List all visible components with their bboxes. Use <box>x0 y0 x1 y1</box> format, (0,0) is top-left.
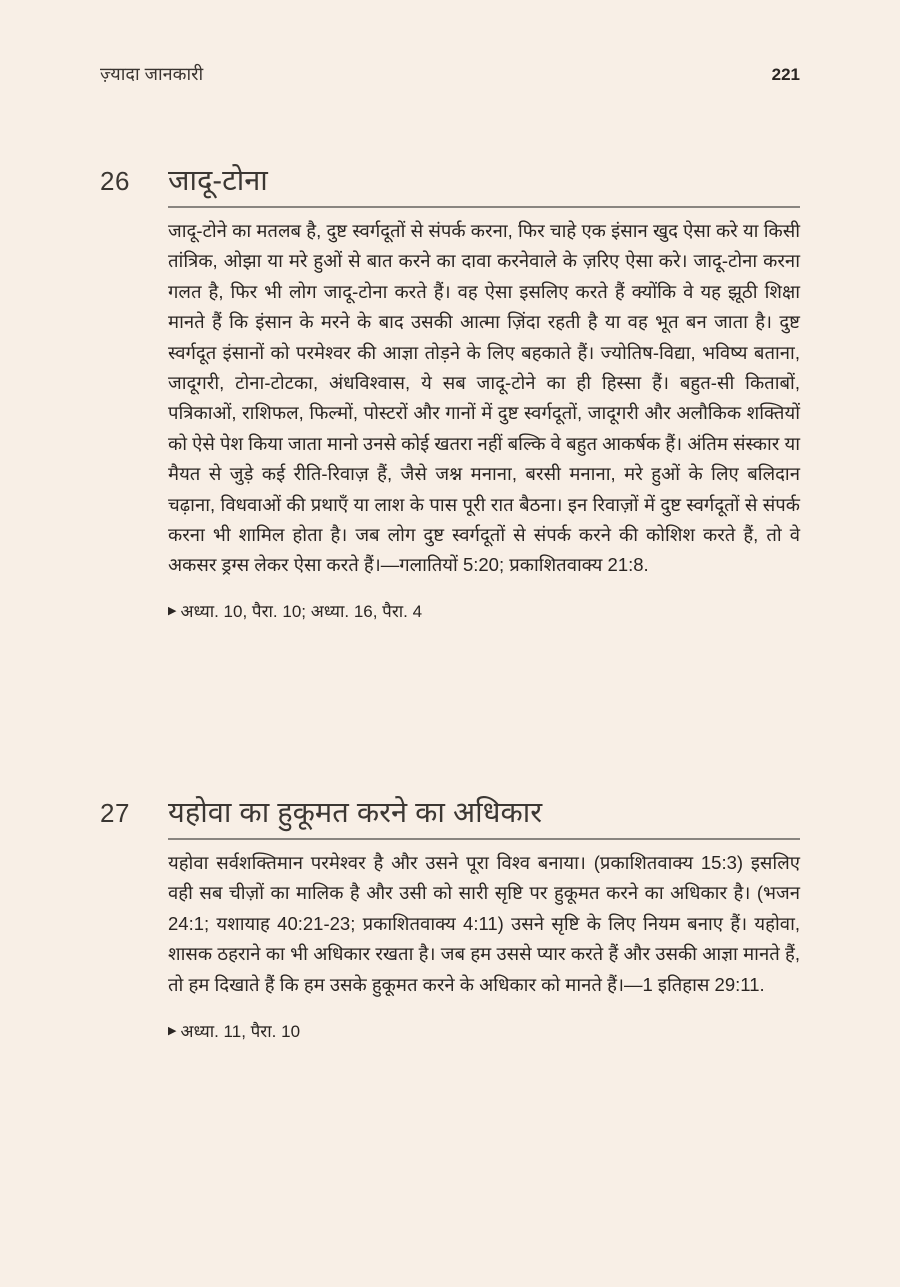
cross-reference[interactable] <box>168 1019 800 1042</box>
running-title: ज़्यादा जानकारी <box>100 64 204 84</box>
section-number: 26 <box>100 166 130 196</box>
section-body: जादू-टोने का मतलब है, दुष्ट स्वर्गदूतों से संपर्क करना, फिर चाहे एक इंसान खुद ऐसा करे या किसी तांत्रिक, ओझा या मरे हुओं से बात करने का दावा करनेवाले के ज़रिए ऐसा करे। जादू-टोना करना गलत है, फिर भी लोग जादू-टोना करते हैं। वह ऐसा इसलिए करते हैं क्योंकि वे यह झूठी शिक्षा मानते हैं कि इंसान के मरने के बाद उसकी आत्मा ज़िंदा रहती है या वह भूत बन जाता है। दुष्ट स्वर्गदूत इंसानों को परमेश्वर की आज्ञा तोड़ने के लिए बहकाते हैं। ज्योतिष-विद्या, भविष्य बताना, जादूगरी, टोना-टोटका, अंधविश्वास, ये सब जादू-टोने का ही हिस्सा हैं। बहुत-सी किताबों, पत्रिकाओं, राशिफल, फिल्मों, पोस्टरों और गानों में दुष्ट स्वर्गदूतों, जादूगरी और अलौकिक शक्तियों को ऐसे पेश किया जाता मानो उनसे कोई खतरा नहीं बल्कि वे बहुत आकर्षक हैं। अंतिम संस्कार या मैयत से जुड़े कई रीति-रिवाज़ हैं, जैसे जश्न मनाना, बरसी मनाना, मरे हुओं के लिए बलिदान चढ़ाना, विधवाओं की प्रथाएँ या लाश के पास पूरी रात बैठना। इन रिवाज़ों में दुष्ट स्वर्गदूतों से संपर्क करना भी शामिल होता है। जब लोग दुष्ट स्वर्गदूतों से संपर्क करने की कोशिश करते हैं, तो वे अकसर ड्रग्स लेकर ऐसा करते हैं।—गलातियों 5:20; प्रकाशितवाक्य 21:8. <box>168 220 800 576</box>
cross-reference-text[interactable]: अध्या. 11, पैरा. 10 <box>180 1021 301 1041</box>
section-27 <box>100 792 800 1042</box>
heading-rule <box>168 206 800 208</box>
section-heading <box>100 160 800 200</box>
section-title: जादू-टोना <box>168 165 268 197</box>
running-header <box>100 62 800 86</box>
section-number: 27 <box>100 798 130 828</box>
section-title: यहोवा का हुकूमत करने का अधिकार <box>168 797 543 829</box>
cross-reference[interactable] <box>168 599 800 622</box>
cross-reference-text[interactable]: अध्या. 10, पैरा. 10; अध्या. 16, पैरा. 4 <box>180 602 423 622</box>
heading-rule <box>168 838 800 840</box>
section-heading <box>100 792 800 832</box>
triangle-right-icon: ▶ <box>168 1024 177 1037</box>
triangle-right-icon: ▶ <box>168 605 177 618</box>
section-26 <box>100 160 800 622</box>
page-number: 221 <box>771 65 800 84</box>
section-body: यहोवा सर्वशक्तिमान परमेश्वर है और उसने पूरा विश्व बनाया। (प्रकाशितवाक्य 15:3) इसलिए वही सब चीज़ों का मालिक है और उसी को सारी सृष्टि पर हुकूमत करने का अधिकार है। (भजन 24:1; यशायाह 40:21-23; प्रकाशितवाक्य 4:11) उसने सृष्टि के लिए नियम बनाए हैं। यहोवा, शासक ठहराने का भी अधिकार रखता है। जब हम उससे प्यार करते हैं और उसकी आज्ञा मानते हैं, तो हम दिखाते हैं कि हम उसके हुकूमत करने के अधिकार को मानते हैं।—1 इतिहास 29:11. <box>168 852 800 995</box>
